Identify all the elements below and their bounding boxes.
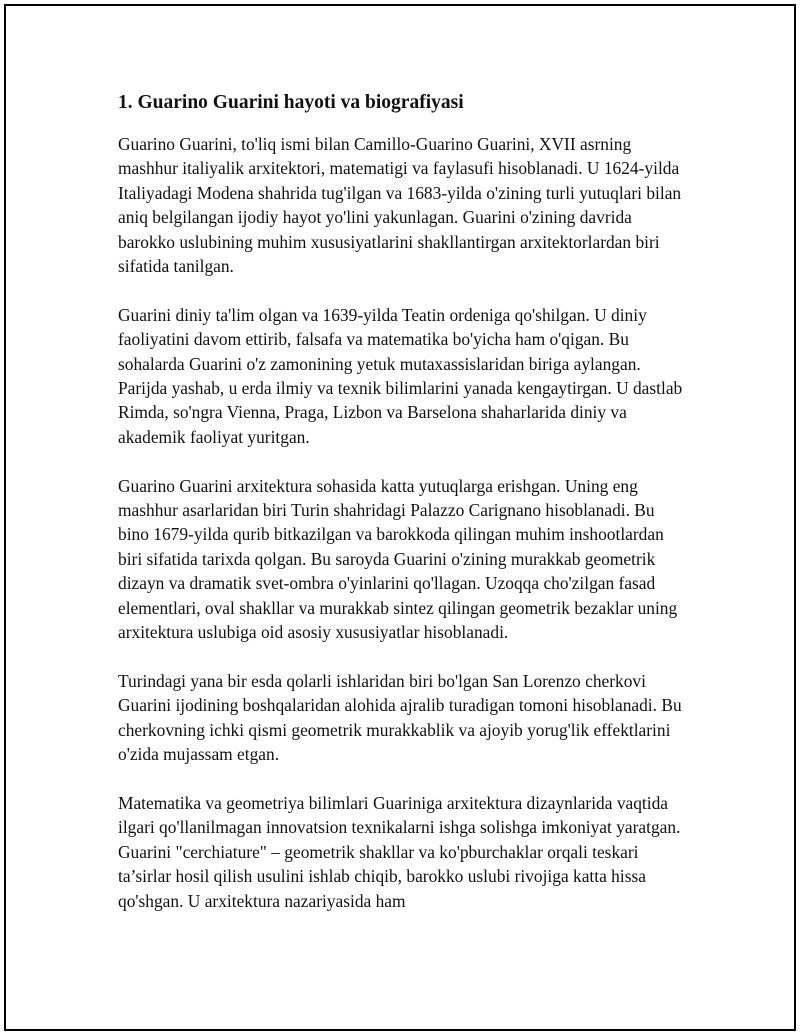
paragraph-mathematics-geometry: Matematika va geometriya bilimlari Guariniga arxitektura dizaynlarida vaqtida ilgari qo'llanilmagan innovatsion texnikalarni ishga solishga imkoniyat yaratgan. Guarini "cerchiature" – geometrik shakllar va ko'pburchaklar orqali teskari ta’sirlar hosil qilish usulini ishlab chiqib, barokko uslubi rivojiga katta hissa qo'shgan. U arxitektura nazariyasida ham xyxy=(118,792,681,911)
document-body xyxy=(118,90,688,937)
paragraph-education: Guarini diniy ta'lim olgan va 1639-yilda Teatin ordeniga qo'shilgan. U diniy faoliyatini davom ettirib, falsafa va matematika bo'yicha ham o'qigan. Bu sohalarda Guarini o'z zamonining yetuk mutaxassislaridan biriga aylangan. Parijda yashab, u erda ilmiy va texnik bilimlarini yanada kengaytirgan. U dastlab Rimda, so'ngra Vienna, Praga, Lizbon va Barselona shaharlarida diniy va akademik faoliyat yuritgan. xyxy=(118,304,683,447)
paragraph-biography-intro: Guarino Guarini, to'liq ismi bilan Camillo-Guarino Guarini, XVII asrning mashhur italiyalik arxitektori, matematigi va faylasufi hisoblanadi. U 1624-yilda Italiyadagi Modena shahrida tug'ilgan va 1683-yilda o'zining turli yutuqlari bilan aniq belgilangan ijodiy hayot yo'lini yakunlagan. Guarini o'zining davrida barokko uslubining muhim xususiyatlarini shakllantirgan arxitektorlardan biri sifatida tanilgan. xyxy=(118,134,682,277)
document-page xyxy=(4,4,796,1031)
paragraph-architecture-achievements: Guarino Guarini arxitektura sohasida katta yutuqlarga erishgan. Uning eng mashhur asarlaridan biri Turin shahridagi Palazzo Carignano hisoblanadi. Bu bino 1679-yilda qurib bitkazilgan va barokkoda qilingan muhim inshootlardan biri sifatida tarixda qolgan. Bu saroyda Guarini o'zining murakkab geometrik dizayn va dramatik svet-ombra o'yinlarini qo'llagan. Uzoqqa cho'zilgan fasad elementlari, oval shakllar va murakkab sintez qilingan geometrik bezaklar uning arxitektura uslubiga oid asosiy xususiyatlar hisoblanadi. xyxy=(118,475,678,643)
paragraph-san-lorenzo: Turindagi yana bir esda qolarli ishlaridan biri bo'lgan San Lorenzo cherkovi Guarini ijodining boshqalaridan alohida ajralib turadigan tomoni hisoblanadi. Bu cherkovning ichki qismi geometrik murakkablik va ajoyib yorug'lik effektlarini o'zida mujassam etgan. xyxy=(118,670,682,765)
section-heading: 1. Guarino Guarini hayoti va biografiyasi xyxy=(118,92,464,113)
